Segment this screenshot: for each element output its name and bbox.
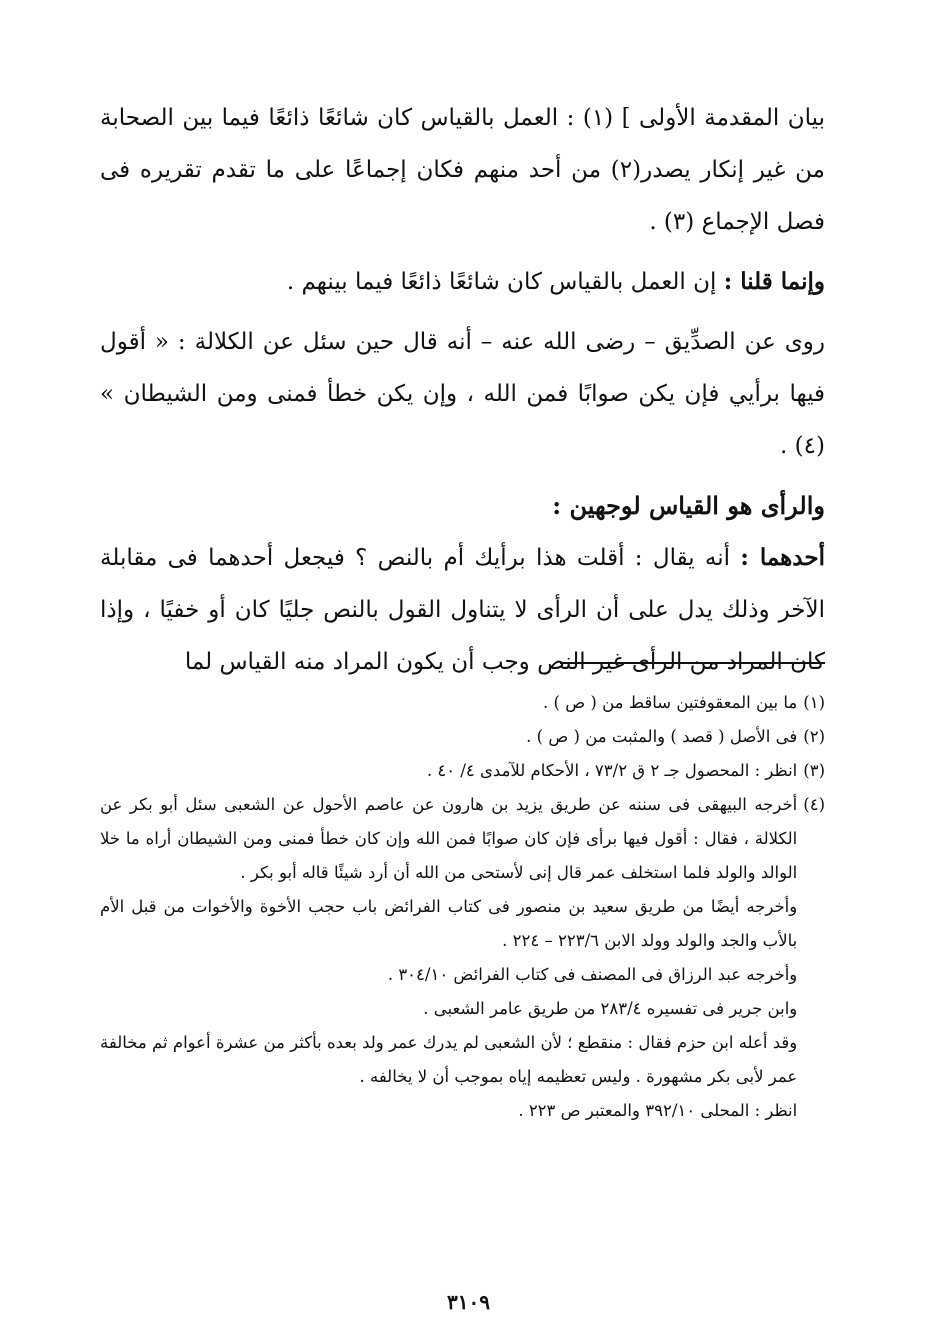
section-heading: والرأى هو القياس لوجهين : — [552, 491, 825, 520]
footnote-text: أخرجه البيهقى فى سننه عن طريق يزيد بن هارون عن عاصم الأحول عن الشعبى سئل أبو بكر عن الكلالة ، فقال : أقول فيها برأى فإن كان صوابًا فمن الله وإن كان خطأ فمنى ومن الشيطان أراه ما خلا الوالد والولد فلما استخلف عمر قال إنى لأستحى من الله أن أرد شيئًا قاله أبو بكر . — [100, 795, 798, 882]
footnote-text: وابن جرير فى تفسيره ٢٨٣/٤ من طريق عامر الشعبى . — [423, 999, 798, 1018]
footnote-number: (١) — [803, 693, 825, 712]
footnote-3 — [100, 754, 825, 788]
claim-text: إن العمل بالقياس كان شائعًا ذائعًا فيما بينهم . — [286, 269, 724, 295]
footnote-number: (٢) — [803, 727, 825, 746]
paragraph-claim — [100, 256, 825, 308]
paragraph-narration: روى عن الصدِّيق – رضى الله عنه – أنه قال حين سئل عن الكلالة : « أقول فيها برأيي فإن يكن صوابًا فمن الله ، وإن يكن خطأ فمنى ومن الشيطان » (٤) . — [100, 329, 825, 459]
footnote-4 — [100, 788, 825, 1128]
first-reason-lead: أحدهما : — [740, 544, 825, 571]
footnotes — [100, 686, 825, 1128]
footnote-2 — [100, 720, 825, 754]
footnote-text: انظر : المحلى ٣٩٢/١٠ والمعتبر ص ٢٢٣ . — [518, 1101, 798, 1120]
footnote-1 — [100, 686, 825, 720]
footnote-number: (٤) — [803, 795, 825, 814]
claim-lead: وإنما قلنا : — [723, 268, 825, 295]
main-text — [100, 92, 825, 688]
paragraph-first-reason — [100, 532, 825, 688]
footnote-separator — [560, 662, 825, 664]
footnote-text: وأخرجه أيضًا من طريق سعيد بن منصور فى كتاب الفرائض باب حجب الأخوة والأخوات من قبل الأم بالأب والجد والولد وولد الابن ٢٢٣/٦ – ٢٢٤ . — [100, 897, 798, 950]
first-reason-text: أنه يقال : أقلت هذا برأيك أم بالنص ؟ فيجعل أحدهما فى مقابلة الآخر وذلك يدل على أن الرأى لا يتناول القول بالنص جليًا كان أو خفيًا ، وإذا كان المراد من الرأى غير النص وجب أن يكون المراد منه القياس لما — [100, 545, 825, 675]
footnote-number: (٣) — [803, 761, 825, 780]
footnote-text: وأخرجه عبد الرزاق فى المصنف فى كتاب الفرائض ٣٠٤/١٠ . — [387, 965, 798, 984]
footnote-text: وقد أعله ابن حزم فقال : منقطع ؛ لأن الشعبى لم يدرك عمر ولد بعده بأكثر من عشرة أعوام ثم مخالفة عمر لأبى بكر مشهورة . وليس تعظيمه إياه بموجب أن لا يخالفه . — [100, 1033, 798, 1086]
paragraph-introduction: بيان المقدمة الأولى ] (١) : العمل بالقياس كان شائعًا ذائعًا فيما بين الصحابة من غير إنكار يصدر(٢) من أحد منهم فكان إجماعًا على ما تقدم تقريره فى فصل الإجماع (٣) . — [100, 105, 825, 235]
document-page — [100, 92, 825, 1120]
page-number: ٣١٠٩ — [447, 1290, 490, 1314]
footnote-text: فى الأصل ( قصد ) والمثبت من ( ص ) . — [526, 727, 798, 746]
footnote-text: انظر : المحصول جـ ٢ ق ٧٣/٢ ، الأحكام للآمدى ٤/ ٤٠ . — [426, 761, 798, 780]
footnote-text: ما بين المعقوفتين ساقط من ( ص ) . — [543, 693, 798, 712]
